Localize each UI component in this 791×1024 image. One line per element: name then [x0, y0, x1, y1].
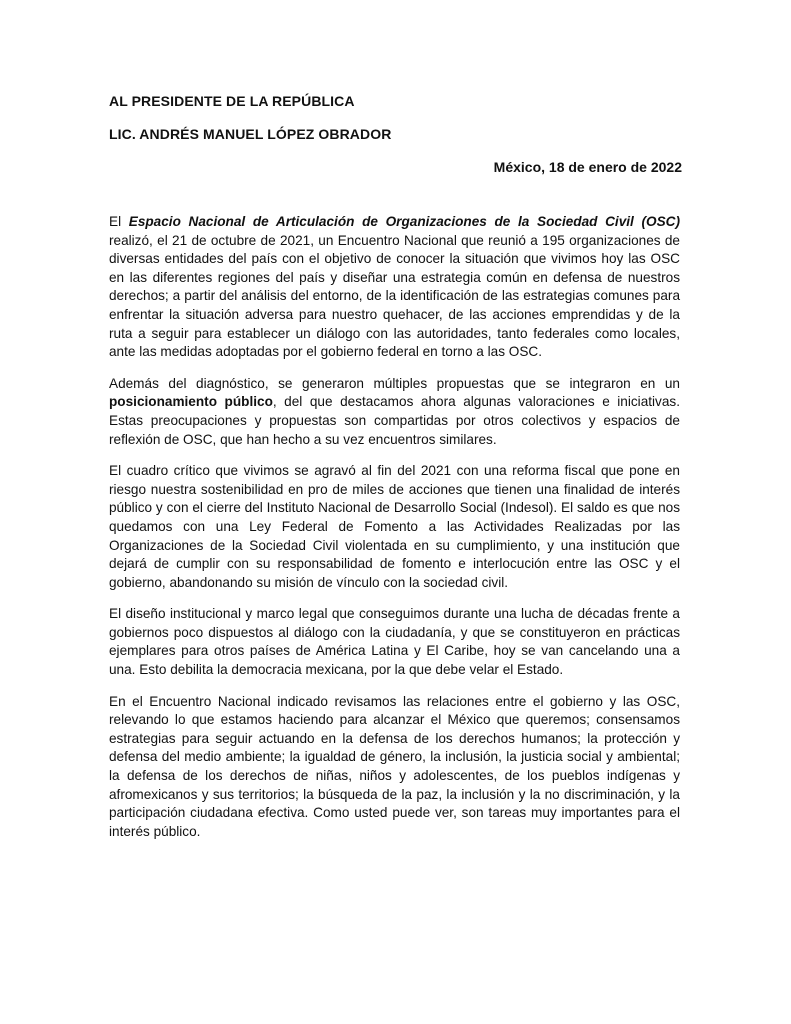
- paragraph-3: El cuadro crítico que vivimos se agravó al fin del 2021 con una reforma fiscal que pone en riesgo nuestra sostenibilidad en pro de miles de acciones que tienen una finalidad de interés público y con el cierre del Instituto Nacional de Desarrollo Social (Indesol). El saldo es que nos quedamos con una Ley Federal de Fomento a las Actividades Realizadas por las Organizaciones de la Sociedad Civil violentada en su cumplimiento, y una institución que dejará de cumplir con su responsabilidad de fomento e interlocución entre las OSC y el gobierno, abandonando su misión de vínculo con la sociedad civil.: [109, 463, 680, 590]
- recipient-name: LIC. ANDRÉS MANUEL LÓPEZ OBRADOR: [109, 126, 392, 142]
- organization-name: Espacio Nacional de Articulación de Organizaciones de la Sociedad Civil (OSC): [128, 214, 680, 229]
- paragraph-2: [109, 375, 680, 449]
- letter-body: [109, 213, 680, 854]
- p2-lead: Además del diagnóstico, se generaron múltiples propuestas que se integraron en un: [109, 375, 680, 391]
- paragraph-1: [109, 213, 680, 362]
- p2-rest: , del que destacamos ahora algunas valoraciones e iniciativas. Estas preocupaciones y propuestas son compartidas por otros colectivos y espacios de reflexión de OSC, que han hecho a su vez encuentros similares.: [109, 394, 680, 447]
- posicionamiento-publico: posicionamiento público: [109, 394, 273, 410]
- p1-rest: realizó, el 21 de octubre de 2021, un Encuentro Nacional que reunió a 195 organizaciones de diversas entidades del país con el objetivo de conocer la situación que vivimos hoy las OSC en las diferentes regiones del país y diseñar una estrategia común en defensa de nuestros derechos; a partir del análisis del entorno, de la identificación de las estrategias comunes para enfrentar la situación adversa para nuestro quehacer, de las acciones emprendidas y de la ruta a seguir para establecer un diálogo con las autoridades, tanto federales como locales, ante las medidas adoptadas por el gobierno federal en torno a las OSC.: [109, 232, 680, 360]
- recipient-title: AL PRESIDENTE DE LA REPÚBLICA: [109, 93, 355, 109]
- letter-date: México, 18 de enero de 2022: [493, 159, 682, 175]
- p1-lead: El: [109, 214, 129, 229]
- paragraph-5: En el Encuentro Nacional indicado revisamos las relaciones entre el gobierno y las OSC, relevando lo que estamos haciendo para alcanzar el México que queremos; consensamos estrategias para seguir actuando en la defensa de los derechos humanos; la protección y defensa del medio ambiente; la igualdad de género, la inclusión, la justicia social y ambiental; la defensa de los derechos de niñas, niños y adolescentes, de los pueblos indígenas y afromexicanos y sus territorios; la búsqueda de la paz, la inclusión y la no discriminación, y la participación ciudadana efectiva. Como usted puede ver, son tareas muy importantes para el interés público.: [109, 693, 680, 839]
- paragraph-4: El diseño institucional y marco legal que conseguimos durante una lucha de décadas frente a gobiernos poco dispuestos al diálogo con la ciudadanía, y que se constituyeron en prácticas ejemplares para otros países de América Latina y El Caribe, hoy se van cancelando una a una. Esto debilita la democracia mexicana, por la que debe velar el Estado.: [109, 606, 680, 678]
